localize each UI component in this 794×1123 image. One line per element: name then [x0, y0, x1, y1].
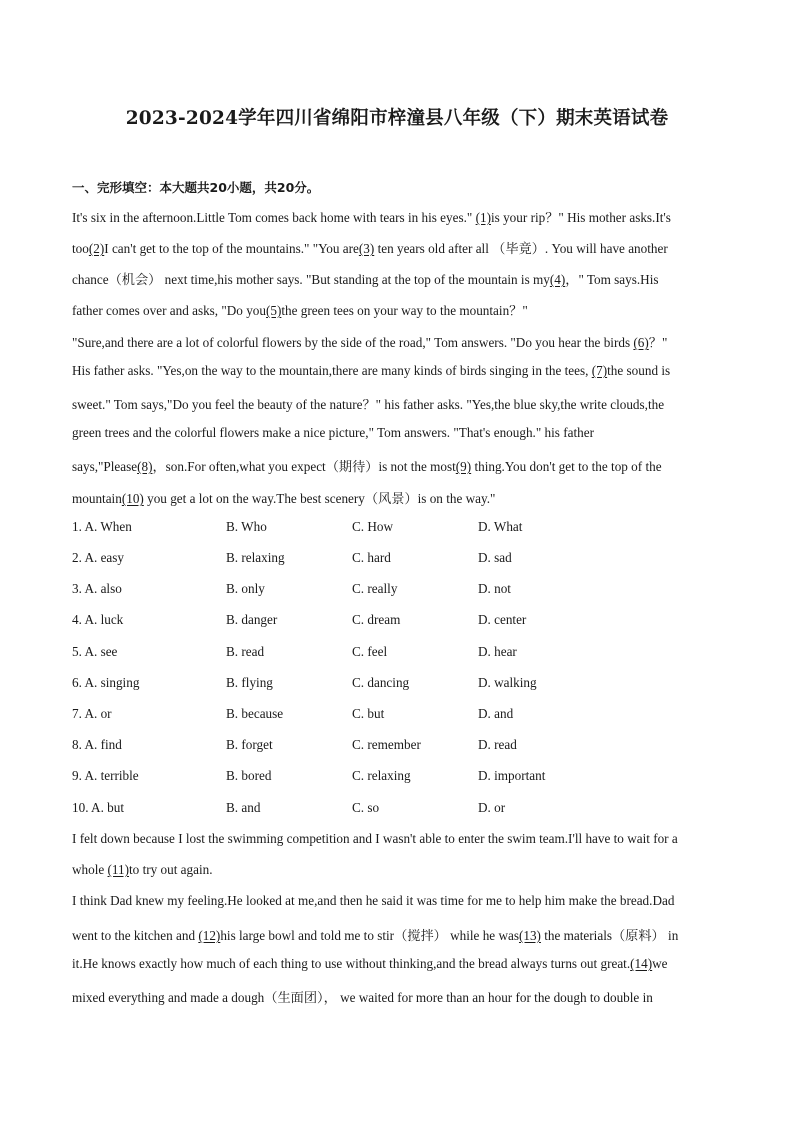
passage-text: you get a lot on the way.The best scenery（风景）is on the way.": [143, 491, 496, 506]
blank-6[interactable]: (6): [633, 335, 649, 350]
option-b[interactable]: B. flying: [226, 675, 273, 690]
question-options-2: [72, 550, 732, 570]
passage-line: [72, 925, 678, 944]
option-c[interactable]: C. so: [352, 800, 380, 815]
passage-line: [72, 394, 664, 413]
passage-text: father comes over and asks, "Do you: [72, 303, 266, 318]
option-c[interactable]: C. hard: [352, 550, 391, 565]
option-c[interactable]: C. remember: [352, 737, 421, 752]
blank-7[interactable]: (7): [591, 363, 608, 378]
option-a[interactable]: 3. A. also: [72, 581, 122, 596]
passage-text: his large bowl and told me to stir（搅拌） while he was: [220, 928, 519, 943]
blank-2[interactable]: (2): [88, 241, 105, 256]
section-heading: 一、完形填空：本大题共20小题，共20分。: [72, 180, 320, 195]
passage-text: ，" Tom says.His: [565, 272, 659, 287]
passage-line: [72, 893, 674, 909]
passage-text: green trees and the colorful flowers make a nice picture," Tom answers. "That's enough." his father: [72, 425, 594, 440]
passage-text: whole: [72, 862, 108, 877]
passage-text: is your rip？" His mother asks.It's: [491, 210, 671, 225]
passage-line: [72, 831, 678, 847]
passage-text: we: [652, 956, 668, 971]
passage-text: the materials（原料） in: [540, 928, 679, 943]
option-a[interactable]: 9. A. terrible: [72, 768, 139, 783]
passage-text: chance（机会） next time,his mother says. "But standing at the top of the mountain is my: [72, 272, 550, 287]
passage-text: the green tees on your way to the mountain？": [281, 303, 528, 318]
passage-text: went to the kitchen and: [72, 928, 199, 943]
passage-text: mountain: [72, 491, 122, 506]
passage-text: ten years old after all （毕竟）. You will have another: [374, 241, 668, 256]
question-options-3: [72, 581, 732, 601]
option-d[interactable]: D. walking: [478, 675, 537, 690]
option-b[interactable]: B. relaxing: [226, 550, 285, 565]
option-c[interactable]: C. feel: [352, 644, 388, 659]
question-options-5: [72, 644, 732, 664]
option-d[interactable]: D. important: [478, 768, 546, 783]
passage-line: [72, 862, 213, 878]
passage-text: His father asks. "Yes,on the way to the mountain,there are many kinds of birds singing in the tees,: [72, 363, 592, 378]
passage-text: says,"Please: [72, 459, 138, 474]
blank-3[interactable]: (3): [358, 241, 375, 256]
option-c[interactable]: C. How: [352, 519, 394, 534]
page-title: 2023-2024学年四川省绵阳市梓潼县八年级（下）期末英语试卷: [125, 108, 669, 129]
option-c[interactable]: C. dream: [352, 612, 401, 627]
blank-13[interactable]: (13): [518, 928, 541, 943]
option-a[interactable]: 10. A. but: [72, 800, 125, 815]
passage-text: I can't get to the top of the mountains." "You are: [104, 241, 359, 256]
passage-line: [72, 425, 594, 441]
blank-11[interactable]: (11): [107, 862, 130, 877]
option-a[interactable]: 6. A. singing: [72, 675, 140, 690]
blank-14[interactable]: (14): [630, 956, 653, 971]
option-b[interactable]: B. and: [226, 800, 261, 815]
passage-line: [72, 488, 495, 507]
question-options-10: [72, 800, 732, 820]
passage-line: [72, 207, 671, 226]
option-b[interactable]: B. read: [226, 644, 265, 659]
passage-text: to try out again.: [129, 862, 213, 877]
option-d[interactable]: D. sad: [478, 550, 512, 565]
option-d[interactable]: D. not: [478, 581, 511, 596]
passage-text: "Sure,and there are a lot of colorful flowers by the side of the road," Tom answers. "Do you hear the birds: [72, 335, 634, 350]
passage-line: [72, 987, 653, 1006]
option-a[interactable]: 1. A. When: [72, 519, 132, 534]
passage-line: [72, 456, 662, 475]
option-c[interactable]: C. but: [352, 706, 385, 721]
blank-8[interactable]: (8): [137, 459, 153, 474]
blank-1[interactable]: (1): [475, 210, 491, 225]
question-options-9: [72, 768, 732, 788]
option-d[interactable]: D. What: [478, 519, 523, 534]
option-b[interactable]: B. because: [226, 706, 284, 721]
passage-text: too: [72, 241, 89, 256]
passage-text: it.He knows exactly how much of each thing to use without thinking,and the bread always turns out great.: [72, 956, 631, 971]
blank-9[interactable]: (9): [455, 459, 472, 474]
passage-line: [72, 363, 670, 379]
option-b[interactable]: B. forget: [226, 737, 273, 752]
question-options-4: [72, 612, 732, 632]
passage-line: [72, 269, 659, 288]
option-a[interactable]: 2. A. easy: [72, 550, 125, 565]
option-b[interactable]: B. only: [226, 581, 265, 596]
passage-text: sweet." Tom says,"Do you feel the beauty of the nature？" his father asks. "Yes,the blue sky,the write clouds,the: [72, 397, 665, 412]
blank-4[interactable]: (4): [549, 272, 566, 287]
blank-12[interactable]: (12): [198, 928, 221, 943]
option-d[interactable]: D. center: [478, 612, 527, 627]
option-c[interactable]: C. relaxing: [352, 768, 411, 783]
question-options-7: [72, 706, 732, 726]
blank-10[interactable]: (10): [121, 491, 144, 506]
passage-line: [72, 300, 528, 319]
option-c[interactable]: C. dancing: [352, 675, 410, 690]
blank-5[interactable]: (5): [265, 303, 282, 318]
passage-text: It's six in the afternoon.Little Tom comes back home with tears in his eyes.": [72, 210, 476, 225]
option-d[interactable]: D. hear: [478, 644, 517, 659]
passage-line: [72, 956, 668, 972]
passage-text: mixed everything and made a dough（生面团）， we waited for more than an hour for the dough to double in: [72, 990, 653, 1005]
question-options-6: [72, 675, 732, 695]
option-a[interactable]: 5. A. see: [72, 644, 118, 659]
passage-text: I felt down because I lost the swimming competition and I wasn't able to enter the swim team.I'll have to wait for a: [72, 831, 678, 846]
option-a[interactable]: 4. A. luck: [72, 612, 124, 627]
option-a[interactable]: 7. A. or: [72, 706, 112, 721]
option-d[interactable]: D. or: [478, 800, 506, 815]
question-options-1: [72, 519, 732, 539]
passage-line: [72, 332, 667, 351]
option-d[interactable]: D. read: [478, 737, 517, 752]
question-options-8: [72, 737, 732, 757]
passage-text: ，son.For often,what you expect（期待）is not the most: [152, 459, 456, 474]
option-c[interactable]: C. really: [352, 581, 398, 596]
option-b[interactable]: B. danger: [226, 612, 278, 627]
passage-text: thing.You don't get to the top of the: [471, 459, 662, 474]
passage-line: [72, 238, 668, 257]
passage-text: the sound is: [607, 363, 671, 378]
passage-text: I think Dad knew my feeling.He looked at me,and then he said it was time for me to help him make the bread.Dad: [72, 893, 675, 908]
option-a[interactable]: 8. A. find: [72, 737, 122, 752]
option-b[interactable]: B. bored: [226, 768, 272, 783]
option-d[interactable]: D. and: [478, 706, 514, 721]
option-b[interactable]: B. Who: [226, 519, 267, 534]
passage-text: ？": [648, 335, 668, 350]
